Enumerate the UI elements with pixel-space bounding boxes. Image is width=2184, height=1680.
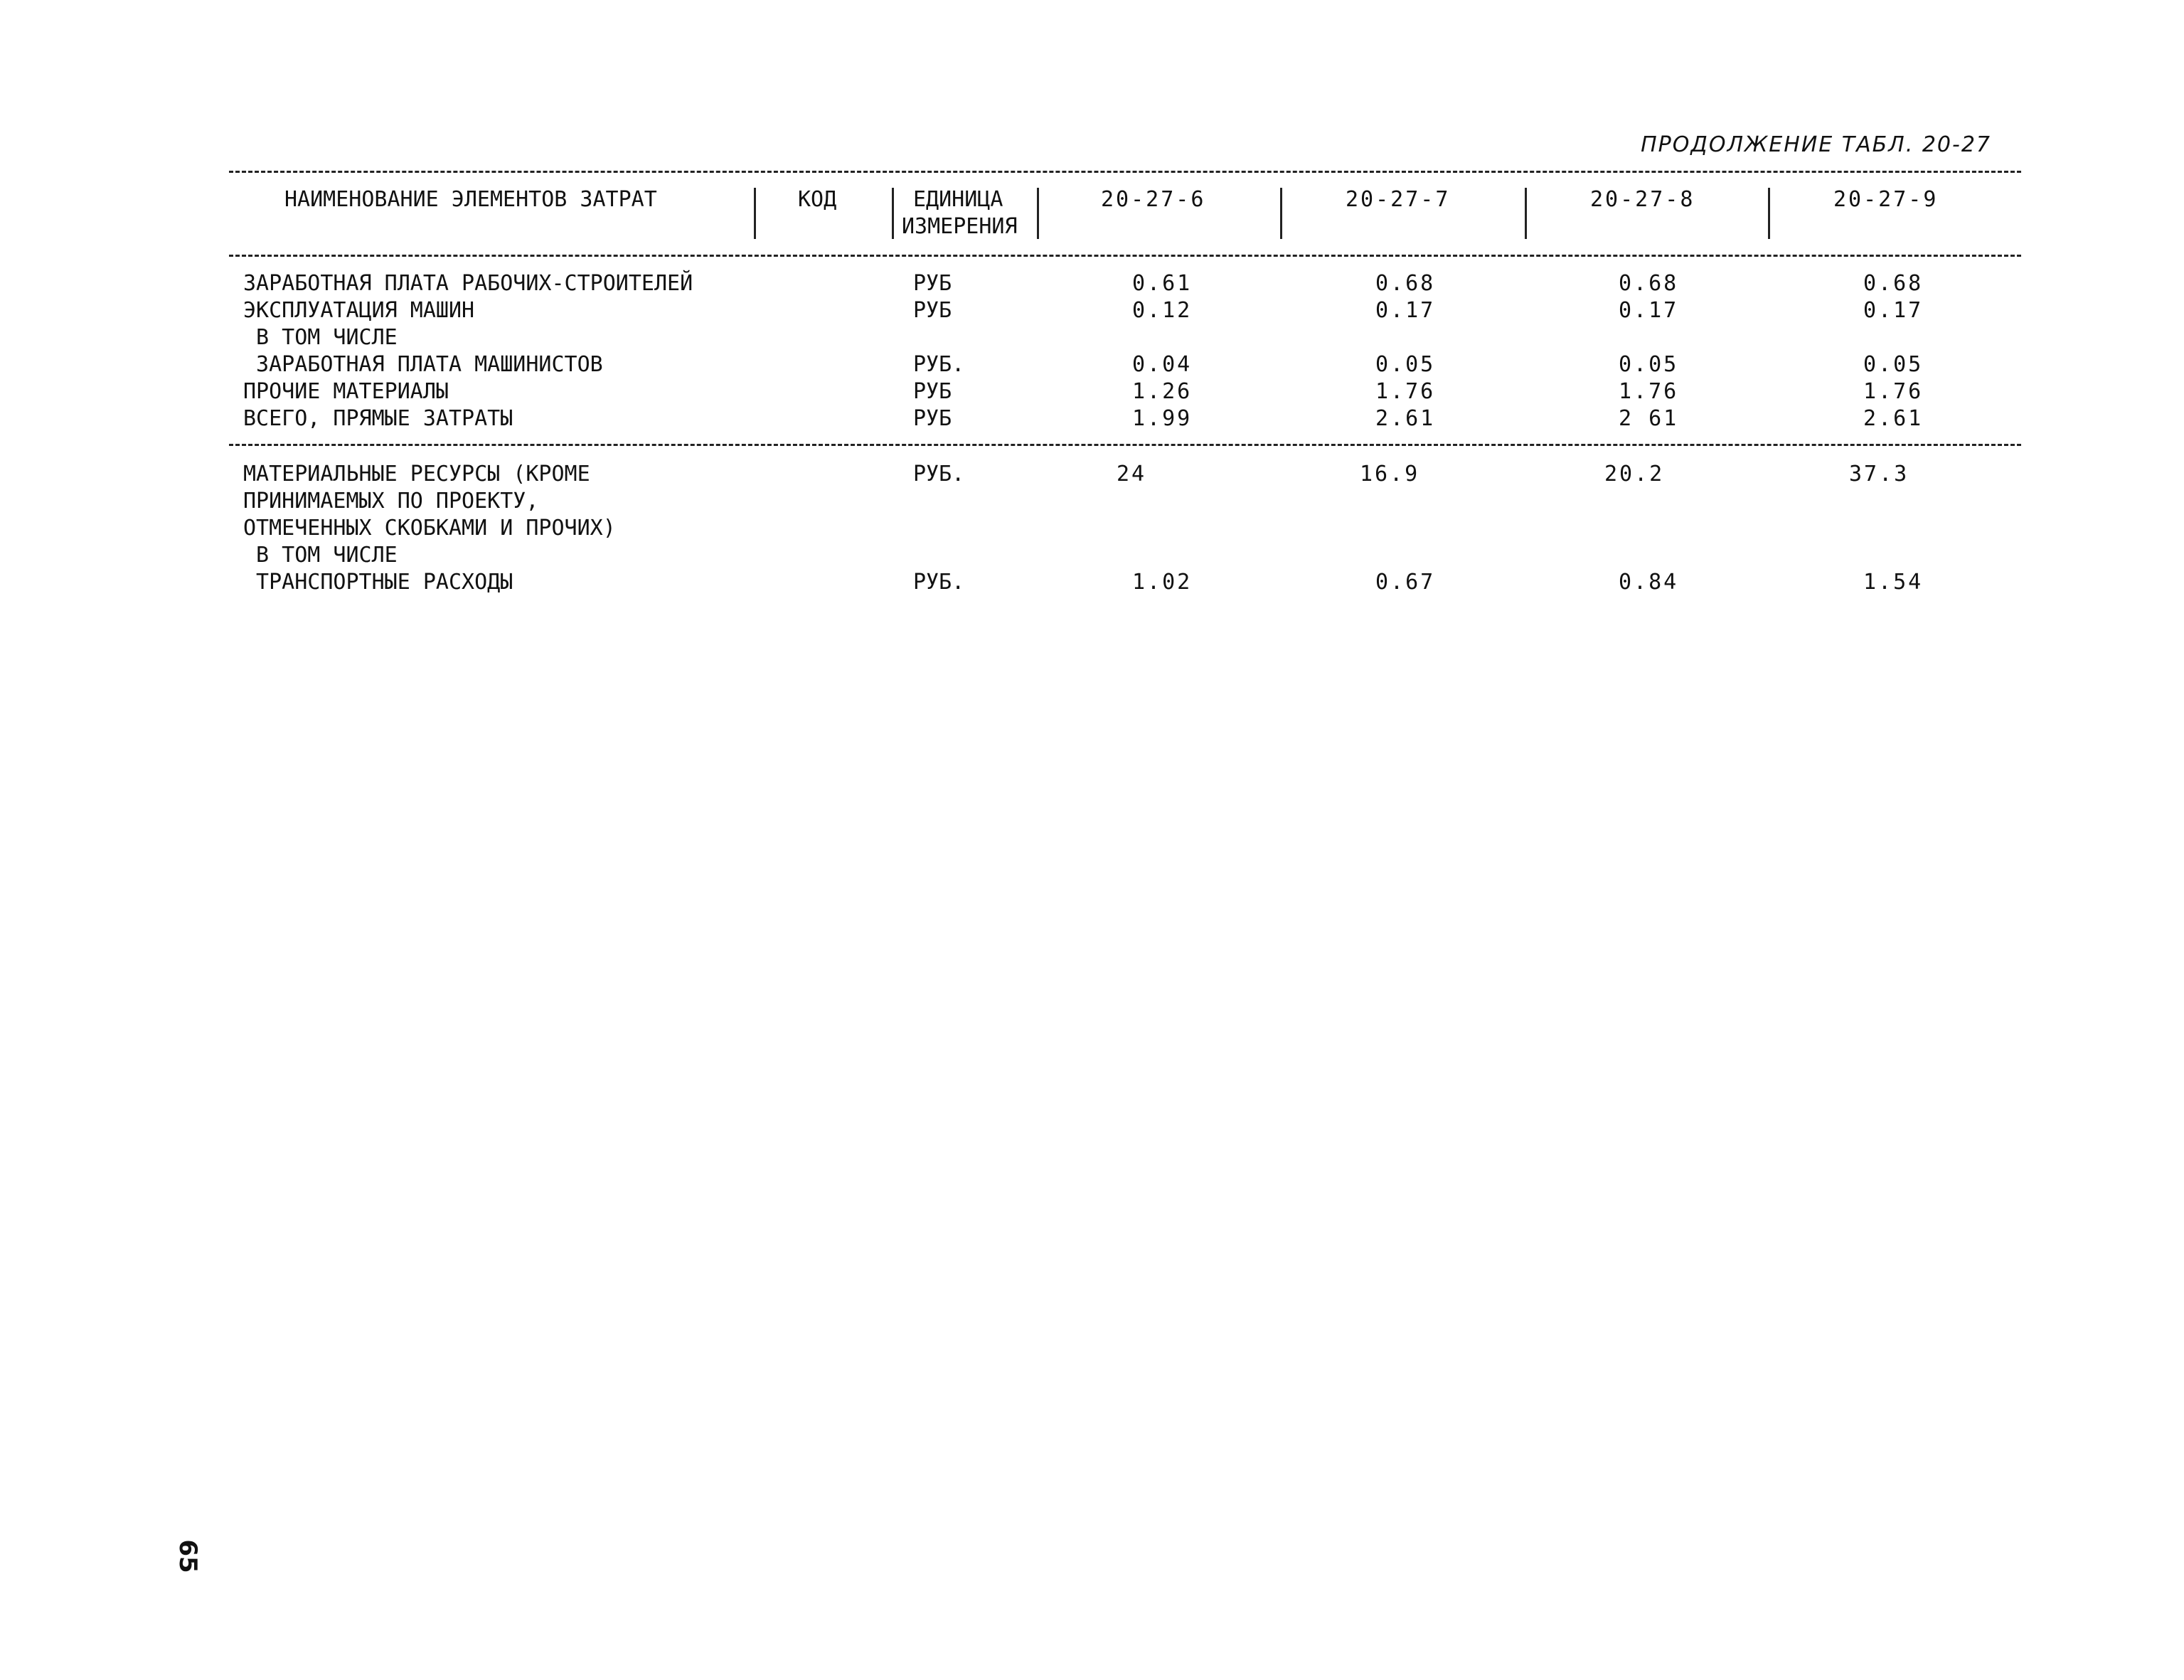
row-value: 0.05 xyxy=(1619,352,1679,377)
header-code: КОД xyxy=(798,187,837,212)
row-unit: РУБ xyxy=(913,379,952,404)
header-separator xyxy=(892,188,894,239)
row-value: 1.26 xyxy=(1132,379,1193,404)
row-name: В ТОМ ЧИСЛЕ xyxy=(243,325,398,350)
row-value: 0.68 xyxy=(1375,271,1436,296)
row-value: 0.04 xyxy=(1132,352,1193,377)
row-name: ТРАНСПОРТНЫЕ РАСХОДЫ xyxy=(243,570,513,595)
page-number: 65 xyxy=(174,1539,202,1573)
row-value: 0.17 xyxy=(1375,298,1436,323)
header-separator xyxy=(1280,188,1282,239)
row-name: В ТОМ ЧИСЛЕ xyxy=(243,543,398,568)
row-name: ПРОЧИЕ МАТЕРИАЛЫ xyxy=(243,379,449,404)
row-value: 0.68 xyxy=(1619,271,1679,296)
row-value: 0.05 xyxy=(1863,352,1924,377)
row-value: 0.67 xyxy=(1375,570,1436,595)
row-unit: РУБ. xyxy=(913,462,965,487)
header-column: 20-27-7 xyxy=(1346,187,1451,212)
header-bottom-rule xyxy=(229,255,2021,257)
header-column: 20-27-9 xyxy=(1833,187,1939,212)
header-column: 20-27-6 xyxy=(1101,187,1206,212)
header-name: НАИМЕНОВАНИЕ ЭЛЕМЕНТОВ ЗАТРАТ xyxy=(284,187,657,212)
row-name: ПРИНИМАЕМЫХ ПО ПРОЕКТУ, xyxy=(243,489,539,514)
row-value: 37.3 xyxy=(1849,462,1909,487)
header-column: 20-27-8 xyxy=(1590,187,1695,212)
row-value: 24 xyxy=(1117,462,1147,487)
section-rule xyxy=(229,444,2021,446)
row-value: 0.05 xyxy=(1375,352,1436,377)
row-name: ЭКСПЛУАТАЦИЯ МАШИН xyxy=(243,298,475,323)
row-value: 16.9 xyxy=(1360,462,1420,487)
row-value: 0.17 xyxy=(1863,298,1924,323)
row-name: ЗАРАБОТНАЯ ПЛАТА МАШИНИСТОВ xyxy=(243,352,603,377)
row-value: 1.76 xyxy=(1619,379,1679,404)
row-unit: РУБ. xyxy=(913,570,965,595)
row-value: 2.61 xyxy=(1863,406,1924,431)
row-name: ЗАРАБОТНАЯ ПЛАТА РАБОЧИХ-СТРОИТЕЛЕЙ xyxy=(243,271,693,296)
row-unit: РУБ xyxy=(913,271,952,296)
row-unit: РУБ xyxy=(913,298,952,323)
row-unit: РУБ. xyxy=(913,352,965,377)
row-name: ВСЕГО, ПРЯМЫЕ ЗАТРАТЫ xyxy=(243,406,513,431)
table-caption: ПРОДОЛЖЕНИЕ ТАБЛ. 20-27 xyxy=(1641,132,1991,157)
row-value: 20.2 xyxy=(1604,462,1665,487)
row-name: ОТМЕЧЕННЫХ СКОБКАМИ И ПРОЧИХ) xyxy=(243,516,616,541)
row-value: 1.54 xyxy=(1863,570,1924,595)
header-separator xyxy=(754,188,756,239)
header-unit-line1: ЕДИНИЦА xyxy=(913,187,1003,212)
header-separator xyxy=(1525,188,1527,239)
row-value: 0.61 xyxy=(1132,271,1193,296)
row-name: МАТЕРИАЛЬНЫЕ РЕСУРСЫ (КРОМЕ xyxy=(243,462,590,487)
row-value: 1.99 xyxy=(1132,406,1193,431)
row-value: 0.12 xyxy=(1132,298,1193,323)
header-separator xyxy=(1037,188,1039,239)
header-top-rule xyxy=(229,171,2021,173)
row-value: 0.17 xyxy=(1619,298,1679,323)
row-value: 2 61 xyxy=(1619,406,1679,431)
row-value: 1.76 xyxy=(1863,379,1924,404)
row-value: 2.61 xyxy=(1375,406,1436,431)
row-value: 1.76 xyxy=(1375,379,1436,404)
row-unit: РУБ xyxy=(913,406,952,431)
header-unit-line2: ИЗМЕРЕНИЯ xyxy=(902,214,1018,239)
header-separator xyxy=(1768,188,1770,239)
row-value: 0.84 xyxy=(1619,570,1679,595)
row-value: 1.02 xyxy=(1132,570,1193,595)
row-value: 0.68 xyxy=(1863,271,1924,296)
